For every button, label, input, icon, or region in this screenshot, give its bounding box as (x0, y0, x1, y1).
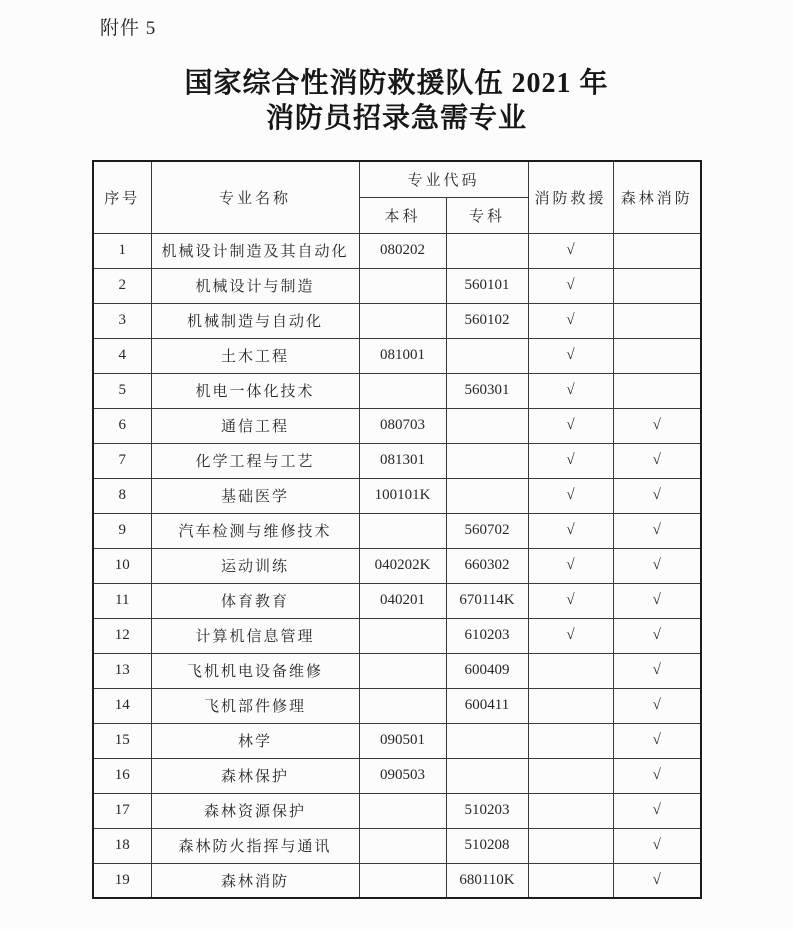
major-name-cell: 森林防火指挥与通讯 (151, 828, 359, 863)
forest-fire-check-cell: √ (613, 443, 701, 478)
undergrad-code-cell (359, 373, 446, 408)
major-name-cell: 化学工程与工艺 (151, 443, 359, 478)
seq-cell: 1 (93, 233, 151, 268)
college-code-cell: 560102 (446, 303, 528, 338)
major-name-cell: 林学 (151, 723, 359, 758)
seq-cell: 3 (93, 303, 151, 338)
major-name-cell: 森林保护 (151, 758, 359, 793)
seq-cell: 2 (93, 268, 151, 303)
major-name-cell: 通信工程 (151, 408, 359, 443)
college-code-cell: 600411 (446, 688, 528, 723)
college-code-cell (446, 758, 528, 793)
undergrad-code-cell (359, 618, 446, 653)
forest-fire-check-cell (613, 303, 701, 338)
fire-rescue-check-cell: √ (528, 548, 613, 583)
undergrad-code-cell: 080703 (359, 408, 446, 443)
fire-rescue-check-cell: √ (528, 443, 613, 478)
forest-fire-check-cell: √ (613, 408, 701, 443)
major-name-cell: 汽车检测与维修技术 (151, 513, 359, 548)
undergrad-code-cell (359, 653, 446, 688)
major-name-cell: 运动训练 (151, 548, 359, 583)
table-row (93, 688, 701, 723)
seq-cell: 7 (93, 443, 151, 478)
major-name-cell: 机电一体化技术 (151, 373, 359, 408)
table-row (93, 268, 701, 303)
seq-cell: 11 (93, 583, 151, 618)
college-code-cell: 660302 (446, 548, 528, 583)
college-code-cell: 560301 (446, 373, 528, 408)
forest-fire-check-cell: √ (613, 863, 701, 898)
college-code-cell: 510203 (446, 793, 528, 828)
forest-fire-check-cell: √ (613, 758, 701, 793)
document-title-line1: 国家综合性消防救援队伍 2021 年 (184, 68, 609, 99)
forest-fire-check-cell: √ (613, 793, 701, 828)
table-row (93, 233, 701, 268)
table-row (93, 723, 701, 758)
college-code-cell: 670114K (446, 583, 528, 618)
seq-cell: 19 (93, 863, 151, 898)
seq-cell: 5 (93, 373, 151, 408)
major-name-cell: 基础医学 (151, 478, 359, 513)
undergrad-code-cell (359, 828, 446, 863)
table-row (93, 863, 701, 898)
college-code-cell: 600409 (446, 653, 528, 688)
college-code-cell: 510208 (446, 828, 528, 863)
undergrad-code-cell (359, 688, 446, 723)
forest-fire-check-cell: √ (613, 688, 701, 723)
forest-fire-check-cell: √ (613, 653, 701, 688)
major-name-cell: 机械制造与自动化 (151, 303, 359, 338)
table-row (93, 478, 701, 513)
undergrad-code-cell: 090501 (359, 723, 446, 758)
header-undergraduate: 本科 (359, 197, 446, 233)
college-code-cell: 610203 (446, 618, 528, 653)
fire-rescue-check-cell (528, 723, 613, 758)
majors-table-container (92, 160, 702, 899)
document-title (0, 66, 793, 136)
header-fire-rescue: 消防救援 (528, 161, 613, 233)
forest-fire-check-cell (613, 233, 701, 268)
header-major-code: 专业代码 (359, 161, 528, 197)
table-row (93, 443, 701, 478)
undergrad-code-cell (359, 513, 446, 548)
seq-cell: 9 (93, 513, 151, 548)
majors-table (92, 160, 702, 899)
fire-rescue-check-cell: √ (528, 583, 613, 618)
forest-fire-check-cell: √ (613, 478, 701, 513)
undergrad-code-cell: 081001 (359, 338, 446, 373)
college-code-cell (446, 408, 528, 443)
seq-cell: 14 (93, 688, 151, 723)
major-name-cell: 森林资源保护 (151, 793, 359, 828)
table-row (93, 653, 701, 688)
seq-cell: 12 (93, 618, 151, 653)
fire-rescue-check-cell (528, 758, 613, 793)
seq-cell: 16 (93, 758, 151, 793)
major-name-cell: 体育教育 (151, 583, 359, 618)
fire-rescue-check-cell: √ (528, 268, 613, 303)
major-name-cell: 计算机信息管理 (151, 618, 359, 653)
seq-cell: 4 (93, 338, 151, 373)
seq-cell: 8 (93, 478, 151, 513)
forest-fire-check-cell (613, 373, 701, 408)
header-forest-fire: 森林消防 (613, 161, 701, 233)
undergrad-code-cell (359, 863, 446, 898)
major-name-cell: 机械设计与制造 (151, 268, 359, 303)
college-code-cell: 680110K (446, 863, 528, 898)
seq-cell: 13 (93, 653, 151, 688)
table-row (93, 338, 701, 373)
table-row (93, 583, 701, 618)
undergrad-code-cell: 080202 (359, 233, 446, 268)
major-name-cell: 森林消防 (151, 863, 359, 898)
fire-rescue-check-cell: √ (528, 408, 613, 443)
college-code-cell (446, 338, 528, 373)
header-major-name: 专业名称 (151, 161, 359, 233)
fire-rescue-check-cell: √ (528, 513, 613, 548)
fire-rescue-check-cell: √ (528, 373, 613, 408)
forest-fire-check-cell (613, 268, 701, 303)
undergrad-code-cell: 081301 (359, 443, 446, 478)
table-row (93, 408, 701, 443)
fire-rescue-check-cell (528, 828, 613, 863)
fire-rescue-check-cell: √ (528, 478, 613, 513)
forest-fire-check-cell: √ (613, 583, 701, 618)
undergrad-code-cell: 090503 (359, 758, 446, 793)
fire-rescue-check-cell: √ (528, 303, 613, 338)
header-seq: 序号 (93, 161, 151, 233)
table-row (93, 828, 701, 863)
majors-table-body (93, 233, 701, 898)
forest-fire-check-cell (613, 338, 701, 373)
table-row (93, 548, 701, 583)
forest-fire-check-cell: √ (613, 723, 701, 758)
attachment-label: 附件 5 (100, 18, 157, 39)
table-row (93, 513, 701, 548)
college-code-cell (446, 233, 528, 268)
seq-cell: 17 (93, 793, 151, 828)
undergrad-code-cell: 040201 (359, 583, 446, 618)
forest-fire-check-cell: √ (613, 618, 701, 653)
header-college: 专科 (446, 197, 528, 233)
seq-cell: 10 (93, 548, 151, 583)
college-code-cell: 560101 (446, 268, 528, 303)
forest-fire-check-cell: √ (613, 513, 701, 548)
major-name-cell: 土木工程 (151, 338, 359, 373)
major-name-cell: 飞机部件修理 (151, 688, 359, 723)
fire-rescue-check-cell: √ (528, 338, 613, 373)
document-title-line2: 消防员招录急需专业 (265, 103, 527, 134)
college-code-cell (446, 443, 528, 478)
fire-rescue-check-cell (528, 863, 613, 898)
major-name-cell: 机械设计制造及其自动化 (151, 233, 359, 268)
college-code-cell (446, 723, 528, 758)
table-row (93, 303, 701, 338)
undergrad-code-cell: 040202K (359, 548, 446, 583)
fire-rescue-check-cell: √ (528, 618, 613, 653)
fire-rescue-check-cell (528, 688, 613, 723)
undergrad-code-cell (359, 303, 446, 338)
college-code-cell: 560702 (446, 513, 528, 548)
seq-cell: 15 (93, 723, 151, 758)
fire-rescue-check-cell (528, 653, 613, 688)
table-row (93, 758, 701, 793)
fire-rescue-check-cell: √ (528, 233, 613, 268)
table-row (93, 373, 701, 408)
table-row (93, 618, 701, 653)
college-code-cell (446, 478, 528, 513)
forest-fire-check-cell: √ (613, 828, 701, 863)
undergrad-code-cell (359, 268, 446, 303)
majors-table-header (93, 161, 701, 233)
table-row (93, 793, 701, 828)
seq-cell: 6 (93, 408, 151, 443)
forest-fire-check-cell: √ (613, 548, 701, 583)
fire-rescue-check-cell (528, 793, 613, 828)
undergrad-code-cell: 100101K (359, 478, 446, 513)
seq-cell: 18 (93, 828, 151, 863)
undergrad-code-cell (359, 793, 446, 828)
major-name-cell: 飞机机电设备维修 (151, 653, 359, 688)
